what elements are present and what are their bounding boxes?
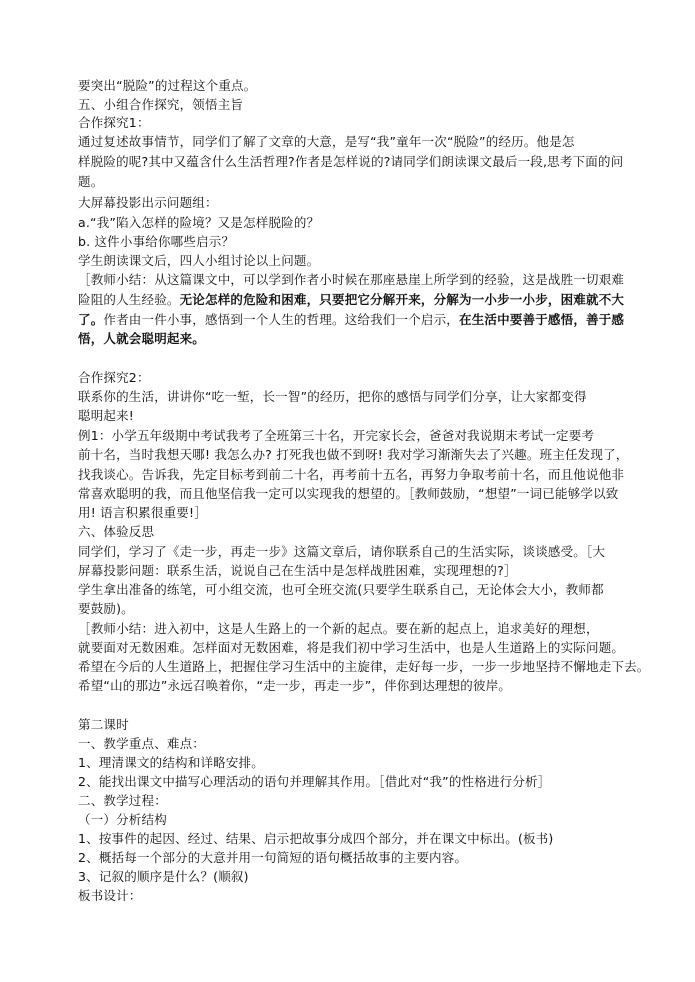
text-line: 常喜欢聪明的我，而且他坚信我一定可以实现我的想望的。［教师鼓励，“想望”一词已能够学以致 — [78, 486, 619, 501]
subheading: 合作探究1： — [78, 115, 150, 130]
question-a: a.“我”陷入怎样的险境？又是怎样脱险的？ — [78, 215, 320, 230]
section-heading: 二、教学过程： — [78, 793, 167, 808]
text-line: 前十名，当时我想天哪! 我怎么办? 打死我也做不到呀! 我对学习渐渐失去了兴趣。班主任发现了， — [78, 447, 629, 462]
text-line: ［教师小结：从这篇课文中，可以学到作者小时候在那座悬崖上所学到的经验，这是战胜一切艰难 — [78, 272, 625, 287]
text-segment: 作者由一件小事，感悟到一个人生的哲理。这给我们一个启示， — [103, 312, 460, 327]
text-line: 同学们，学习了《走一步，再走一步》这篇文章后，请你联系自己的生活实际，谈谈感受。［大 — [78, 544, 606, 559]
section-heading: 五、小组合作探究，领悟主旨 — [78, 97, 244, 112]
list-item: 1、按事件的起因、经过、结果、启示把故事分成四个部分，并在课文中标出。(板书) — [78, 831, 554, 846]
text-line: 大屏幕投影出示问题组： — [78, 195, 218, 210]
section-heading: 一、教学重点、难点： — [78, 736, 206, 751]
text-line: ［教师小结：进入初中，这是人生路上的一个新的起点。要在新的起点上，追求美好的理想， — [78, 621, 599, 636]
text-line: 通过复述故事情节，同学们了解了文章的大意，是写“我”童年一次“脱险”的经历。他是怎 — [78, 134, 575, 149]
text-line: 就要面对无数困难。怎样面对无数困难，将是我们初中学习生活中，也是人生道路上的实际问题。 — [78, 640, 625, 655]
text-line: 用! 语言积累很重要!］ — [78, 505, 207, 520]
text-line: 板书设计： — [78, 888, 142, 903]
bold-segment: 无论怎样的危险和困难，只要把它分解开来，分解为一小步一小步，困难就不大 — [179, 292, 625, 307]
section-heading: 六、体验反思 — [78, 524, 155, 539]
text-line: 学生拿出准备的练笔，可小组交流，也可全班交流(只要学生联系自己，无论体会大小，教师都 — [78, 582, 604, 597]
text-line: 联系你的生活，讲讲你“吃一堑，长一智”的经历，把你的感悟与同学们分享，让大家都变得 — [78, 389, 587, 404]
text-line: 样脱险的呢?其中又蕴含什么生活哲理?作者是怎样说的?请同学们朗读课文最后一段,思考下面的问 — [78, 154, 624, 169]
text-line: 屏幕投影问题：联系生活，说说自己在生活中是怎样战胜困难，实现理想的?］ — [78, 563, 517, 578]
bold-segment: 在生活中要善于感悟，善于感 — [459, 312, 625, 327]
list-item: 2、能找出课文中描写心理活动的语句并理解其作用。［借此对“我”的性格进行分析］ — [78, 774, 551, 789]
text-line: 题。 — [78, 174, 104, 189]
text-line: 学生朗读课文后，四人小组讨论以上问题。 — [78, 253, 320, 268]
text-line: 例1：小学五年级期中考试我考了全班第三十名，开完家长会，爸爸对我说期末考试一定要考 — [78, 428, 595, 443]
text-line: 聪明起来! — [78, 408, 135, 423]
list-item: 3、记叙的顺序是什么？(顺叙) — [78, 869, 249, 884]
text-line: 要突出“脱险”的过程这个重点。 — [78, 78, 257, 93]
text-line: 希望在今后的人生道路上，把握住学习生活中的主旋律，走好每一步，一步一步地坚持不懈地走下去。 — [78, 659, 650, 674]
bold-line: 悟，人就会聪明起来。 — [78, 331, 206, 346]
text-line: 要鼓励)。 — [78, 601, 134, 616]
bold-segment: 了。 — [78, 312, 104, 327]
list-item: 1、理清课文的结构和详略安排。 — [78, 755, 264, 770]
text-line: 希望“山的那边”永远召唤着你，“走一步，再走一步”，伴你到达理想的彼岸。 — [78, 678, 512, 693]
question-b: b. 这件小事给你哪些启示？ — [78, 234, 235, 249]
text-line-mixed — [78, 291, 638, 309]
subheading: 合作探究2： — [78, 370, 150, 385]
text-line: 找我谈心。告诉我，先定目标考到前二十名，再考前十五名，再努力争取考前十名，而且他说他非 — [78, 467, 625, 482]
list-item: 2、概括每一个部分的大意并用一句简短的语句概括故事的主要内容。 — [78, 850, 468, 865]
lesson-title: 第二课时 — [78, 717, 129, 732]
text-line-mixed — [78, 311, 638, 329]
text-segment: 险阻的人生经验。 — [78, 292, 180, 307]
subheading: （一）分析结构 — [78, 812, 167, 827]
